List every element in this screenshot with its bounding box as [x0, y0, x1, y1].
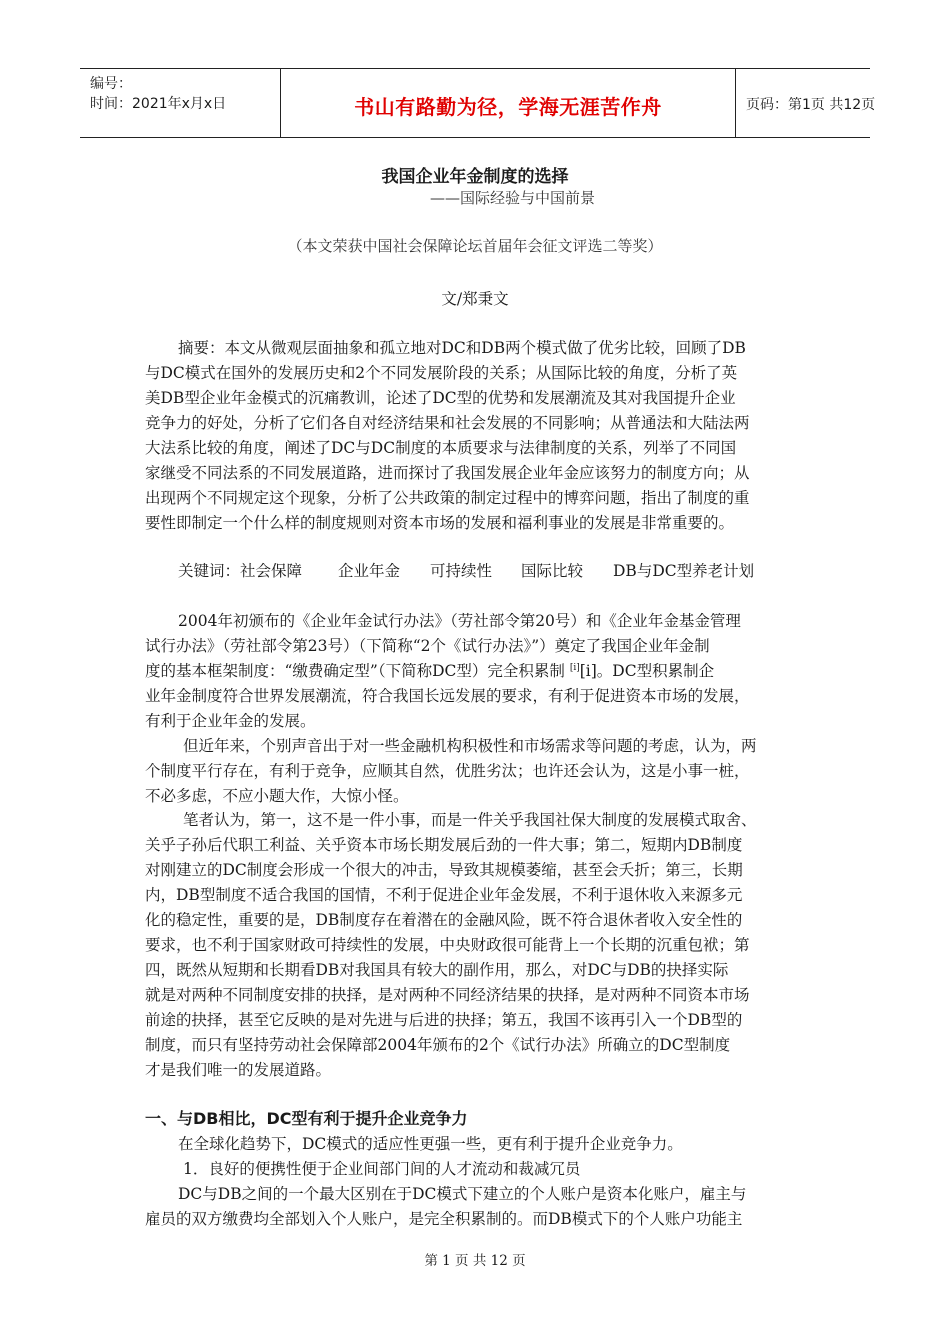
page-footer: 第 1 页 共 12 页 — [424, 1253, 526, 1269]
body-line: 四，既然从短期和长期看DB对我国具有较大的副作用，那么，对DC与DB的抉择实际 — [145, 961, 729, 979]
abstract-line: 出现两个不同规定这个现象，分析了公共政策的制定过程中的博弈问题，指出了制度的重 — [145, 489, 750, 507]
author-line: 文/郑秉文 — [441, 290, 509, 308]
body-line: 业年金制度符合世界发展潮流，符合我国长远发展的要求，有利于促进资本市场的发展， — [145, 687, 750, 705]
section-heading: 一、与DB相比，DC型有利于提升企业竞争力 — [145, 1109, 468, 1128]
footnote-marker[interactable]: [i] — [569, 663, 580, 673]
body-line-with-note — [145, 659, 714, 681]
abstract-line: 美DB型企业年金模式的沉痛教训，论述了DC型的优势和发展潮流及其对我国提升企业 — [145, 389, 736, 407]
body-line: 制度，而只有坚持劳动社会保障部2004年颁布的2个《试行办法》所确立的DC型制度 — [145, 1036, 731, 1054]
body-line: 关乎子孙后代职工利益、关乎资本市场长期发展后劲的一件大事；第二，短期内DB制度 — [145, 836, 743, 854]
header-motto-cell — [280, 69, 736, 137]
abstract-line: 大法系比较的角度，阐述了DC与DC制度的本质要求与法律制度的关系，列举了不同国 — [145, 439, 737, 457]
keyword-item: 可持续性 — [430, 562, 493, 580]
document-subtitle: ——国际经验与中国前景 — [430, 189, 596, 207]
body-line-text: [i]。DC型积累制企 — [579, 662, 715, 680]
body-line: 化的稳定性，重要的是，DB制度存在着潜在的金融风险，既不符合退休者收入安全性的 — [145, 911, 743, 929]
keyword-item: 企业年金 — [338, 562, 401, 580]
body-line: 才是我们唯一的发展道路。 — [145, 1061, 332, 1079]
body-line: 内，DB型制度不适合我国的国情，不利于促进企业年金发展，不利于退休收入来源多元 — [145, 886, 743, 904]
body-line: 但近年来，个别声音出于对一些金融机构积极性和市场需求等问题的考虑，认为，两 — [183, 737, 757, 755]
abstract-line: 竞争力的好处，分析了它们各自对经济结果和社会发展的不同影响；从普通法和大陆法两 — [145, 414, 750, 432]
keyword-item: DB与DC型养老计划 — [613, 562, 755, 580]
number-label: 编号： — [90, 76, 132, 92]
keywords-label: 关键词：社会保障 — [178, 562, 303, 580]
body-line: 雇员的双方缴费均全部划入个人账户，是完全积累制的。而DB模式下的个人账户功能主 — [145, 1210, 743, 1228]
section-intro: 在全球化趋势下，DC模式的适应性更强一些，更有利于提升企业竞争力。 — [178, 1135, 683, 1153]
body-line: 就是对两种不同制度安排的抉择，是对两种不同经济结果的抉择，是对两种不同资本市场 — [145, 986, 750, 1004]
body-line: DC与DB之间的一个最大区别在于DC模式下建立的个人账户是资本化账户，雇主与 — [178, 1185, 747, 1203]
document-title: 我国企业年金制度的选择 — [381, 167, 569, 187]
body-line: 前途的抉择，甚至它反映的是对先进与后进的抉择；第五，我国不该再引入一个DB型的 — [145, 1011, 743, 1029]
time-label: 时间：2021年x月x日 — [90, 96, 227, 112]
body-line: 笔者认为，第一，这不是一件小事，而是一件关乎我国社保大制度的发展模式取舍、 — [183, 811, 757, 829]
body-line: 试行办法》（劳社部令第23号）（下简称“2个《试行办法》”）奠定了我国企业年金制 — [145, 637, 710, 655]
keyword-item: 国际比较 — [521, 562, 584, 580]
body-line: 有利于企业年金的发展。 — [145, 712, 316, 730]
abstract-line: 家继受不同法系的不同发展道路，进而探讨了我国发展企业年金应该努力的制度方向；从 — [145, 464, 750, 482]
body-line-text: 度的基本框架制度：“缴费确定型”（下简称DC型）完全积累制 — [145, 662, 565, 680]
document-header — [80, 68, 876, 138]
body-line: 个制度平行存在，有利于竞争，应顺其自然，优胜劣汰；也许还会认为，这是小事一桩， — [145, 762, 750, 780]
subsection-heading: 1．良好的便携性便于企业间部门间的人才流动和裁减冗员 — [183, 1160, 581, 1178]
header-left-cell — [80, 69, 280, 137]
header-right-cell — [736, 69, 876, 137]
body-line: 对刚建立的DC制度会形成一个很大的冲击，导致其规模萎缩，甚至会夭折；第三，长期 — [145, 861, 743, 879]
motto: 书山有路勤为径，学海无涯苦作舟 — [354, 95, 662, 119]
abstract-line: 要性即制定一个什么样的制度规则对资本市场的发展和福利事业的发展是非常重要的。 — [145, 514, 735, 532]
body-line: 2004年初颁布的《企业年金试行办法》（劳社部令第20号）和《企业年金基金管理 — [178, 612, 741, 630]
abstract-line: 摘要：本文从微观层面抽象和孤立地对DC和DB两个模式做了优劣比较，回顾了DB — [178, 339, 746, 357]
body-line: 不必多虑，不应小题大作，大惊小怪。 — [145, 787, 409, 805]
award-note: （本文荣获中国社会保障论坛首届年会征文评选二等奖） — [287, 237, 663, 255]
body-line: 要求，也不利于国家财政可持续性的发展，中央财政很可能背上一个长期的沉重包袱；第 — [145, 936, 750, 954]
abstract-line: 与DC模式在国外的发展历史和2个不同发展阶段的关系；从国际比较的角度，分析了英 — [145, 364, 738, 382]
page-code: 页码：第1页 共12页 — [746, 97, 876, 113]
